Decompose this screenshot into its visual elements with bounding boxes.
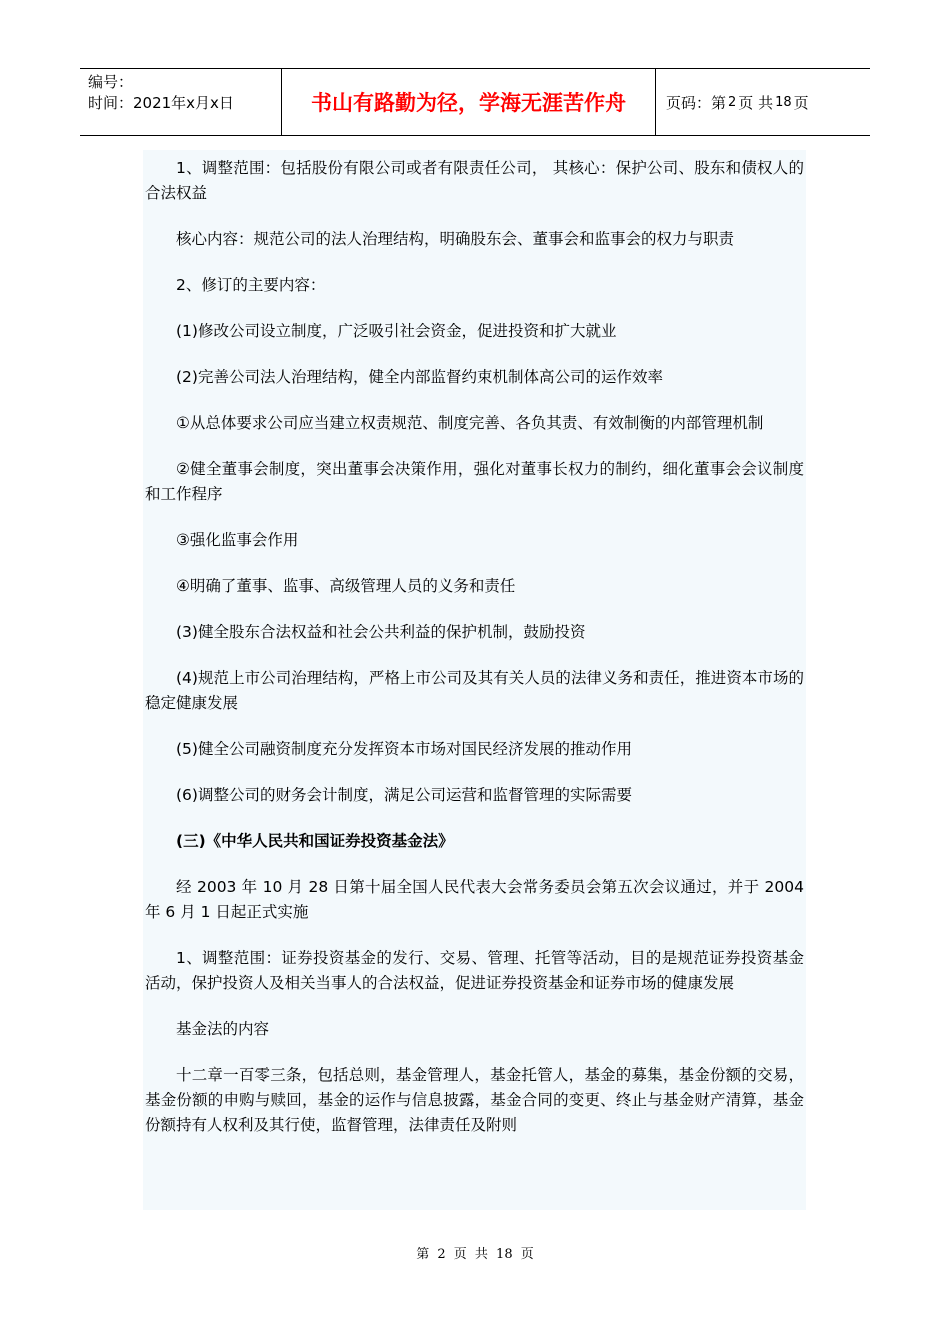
page-middle: 页 共 <box>738 93 774 112</box>
body-paragraph: ③强化监事会作用 <box>176 531 299 549</box>
body-paragraph: 基金法的内容 <box>176 1020 270 1038</box>
body-paragraph: (3)健全股东合法权益和社会公共利益的保护机制，鼓励投资 <box>176 623 586 641</box>
page-total-number: 18 <box>775 94 792 110</box>
body-paragraph: (1)修改公司设立制度，广泛吸引社会资金，促进投资和扩大就业 <box>176 322 617 340</box>
page-header <box>80 68 870 136</box>
document-body <box>143 150 806 1210</box>
document-time-label: 时间：2021年x月x日 <box>88 94 234 112</box>
body-paragraph: (4)规范上市公司治理结构，严格上市公司及其有关人员的法律义务和责任，推进资本市场的稳定健康发展 <box>145 669 804 712</box>
page-current-number: 2 <box>728 94 737 110</box>
section-heading: (三)《中华人民共和国证券投资基金法》 <box>176 832 454 850</box>
body-paragraph: 1、调整范围：证券投资基金的发行、交易、管理、托管等活动，目的是规范证券投资基金活动，保护投资人及相关当事人的合法权益，促进证券投资基金和证券市场的健康发展 <box>145 949 804 992</box>
page-suffix: 页 <box>793 93 809 112</box>
document-number-label: 编号： <box>88 73 134 91</box>
header-motto: 书山有路勤为径，学海无涯苦作舟 <box>282 69 656 135</box>
body-paragraph: (5)健全公司融资制度充分发挥资本市场对国民经济发展的推动作用 <box>176 740 632 758</box>
body-paragraph: ①从总体要求公司应当建立权责规范、制度完善、各负其责、有效制衡的内部管理机制 <box>176 414 764 432</box>
body-paragraph: (2)完善公司法人治理结构，健全内部监督约束机制体高公司的运作效率 <box>176 368 663 386</box>
page-footer: 第 2 页 共 18 页 <box>416 1247 534 1262</box>
body-paragraph: (6)调整公司的财务会计制度，满足公司运营和监督管理的实际需要 <box>176 786 632 804</box>
body-paragraph: 十二章一百零三条，包括总则，基金管理人，基金托管人，基金的募集，基金份额的交易，基金份额的申购与赎回，基金的运作与信息披露，基金合同的变更、终止与基金财产清算，基金份额持有人权利及其行使，监督管理，法律责任及附则 <box>145 1066 804 1134</box>
page-prefix: 页码：第 <box>666 93 727 112</box>
body-paragraph: ④明确了董事、监事、高级管理人员的义务和责任 <box>176 577 516 595</box>
body-paragraph: 2、修订的主要内容： <box>176 276 326 294</box>
body-paragraph: ②健全董事会制度，突出董事会决策作用，强化对董事长权力的制约，细化董事会会议制度和工作程序 <box>145 460 804 503</box>
body-paragraph: 1、调整范围：包括股份有限公司或者有限责任公司， 其核心：保护公司、股东和债权人的合法权益 <box>145 159 804 202</box>
header-page-info <box>656 69 870 135</box>
body-paragraph: 经 2003 年 10 月 28 日第十届全国人民代表大会常务委员会第五次会议通过，并于 2004 年 6 月 1 日起正式实施 <box>145 878 804 921</box>
header-meta <box>80 69 282 135</box>
body-paragraph: 核心内容：规范公司的法人治理结构，明确股东会、董事会和监事会的权力与职责 <box>176 230 735 248</box>
